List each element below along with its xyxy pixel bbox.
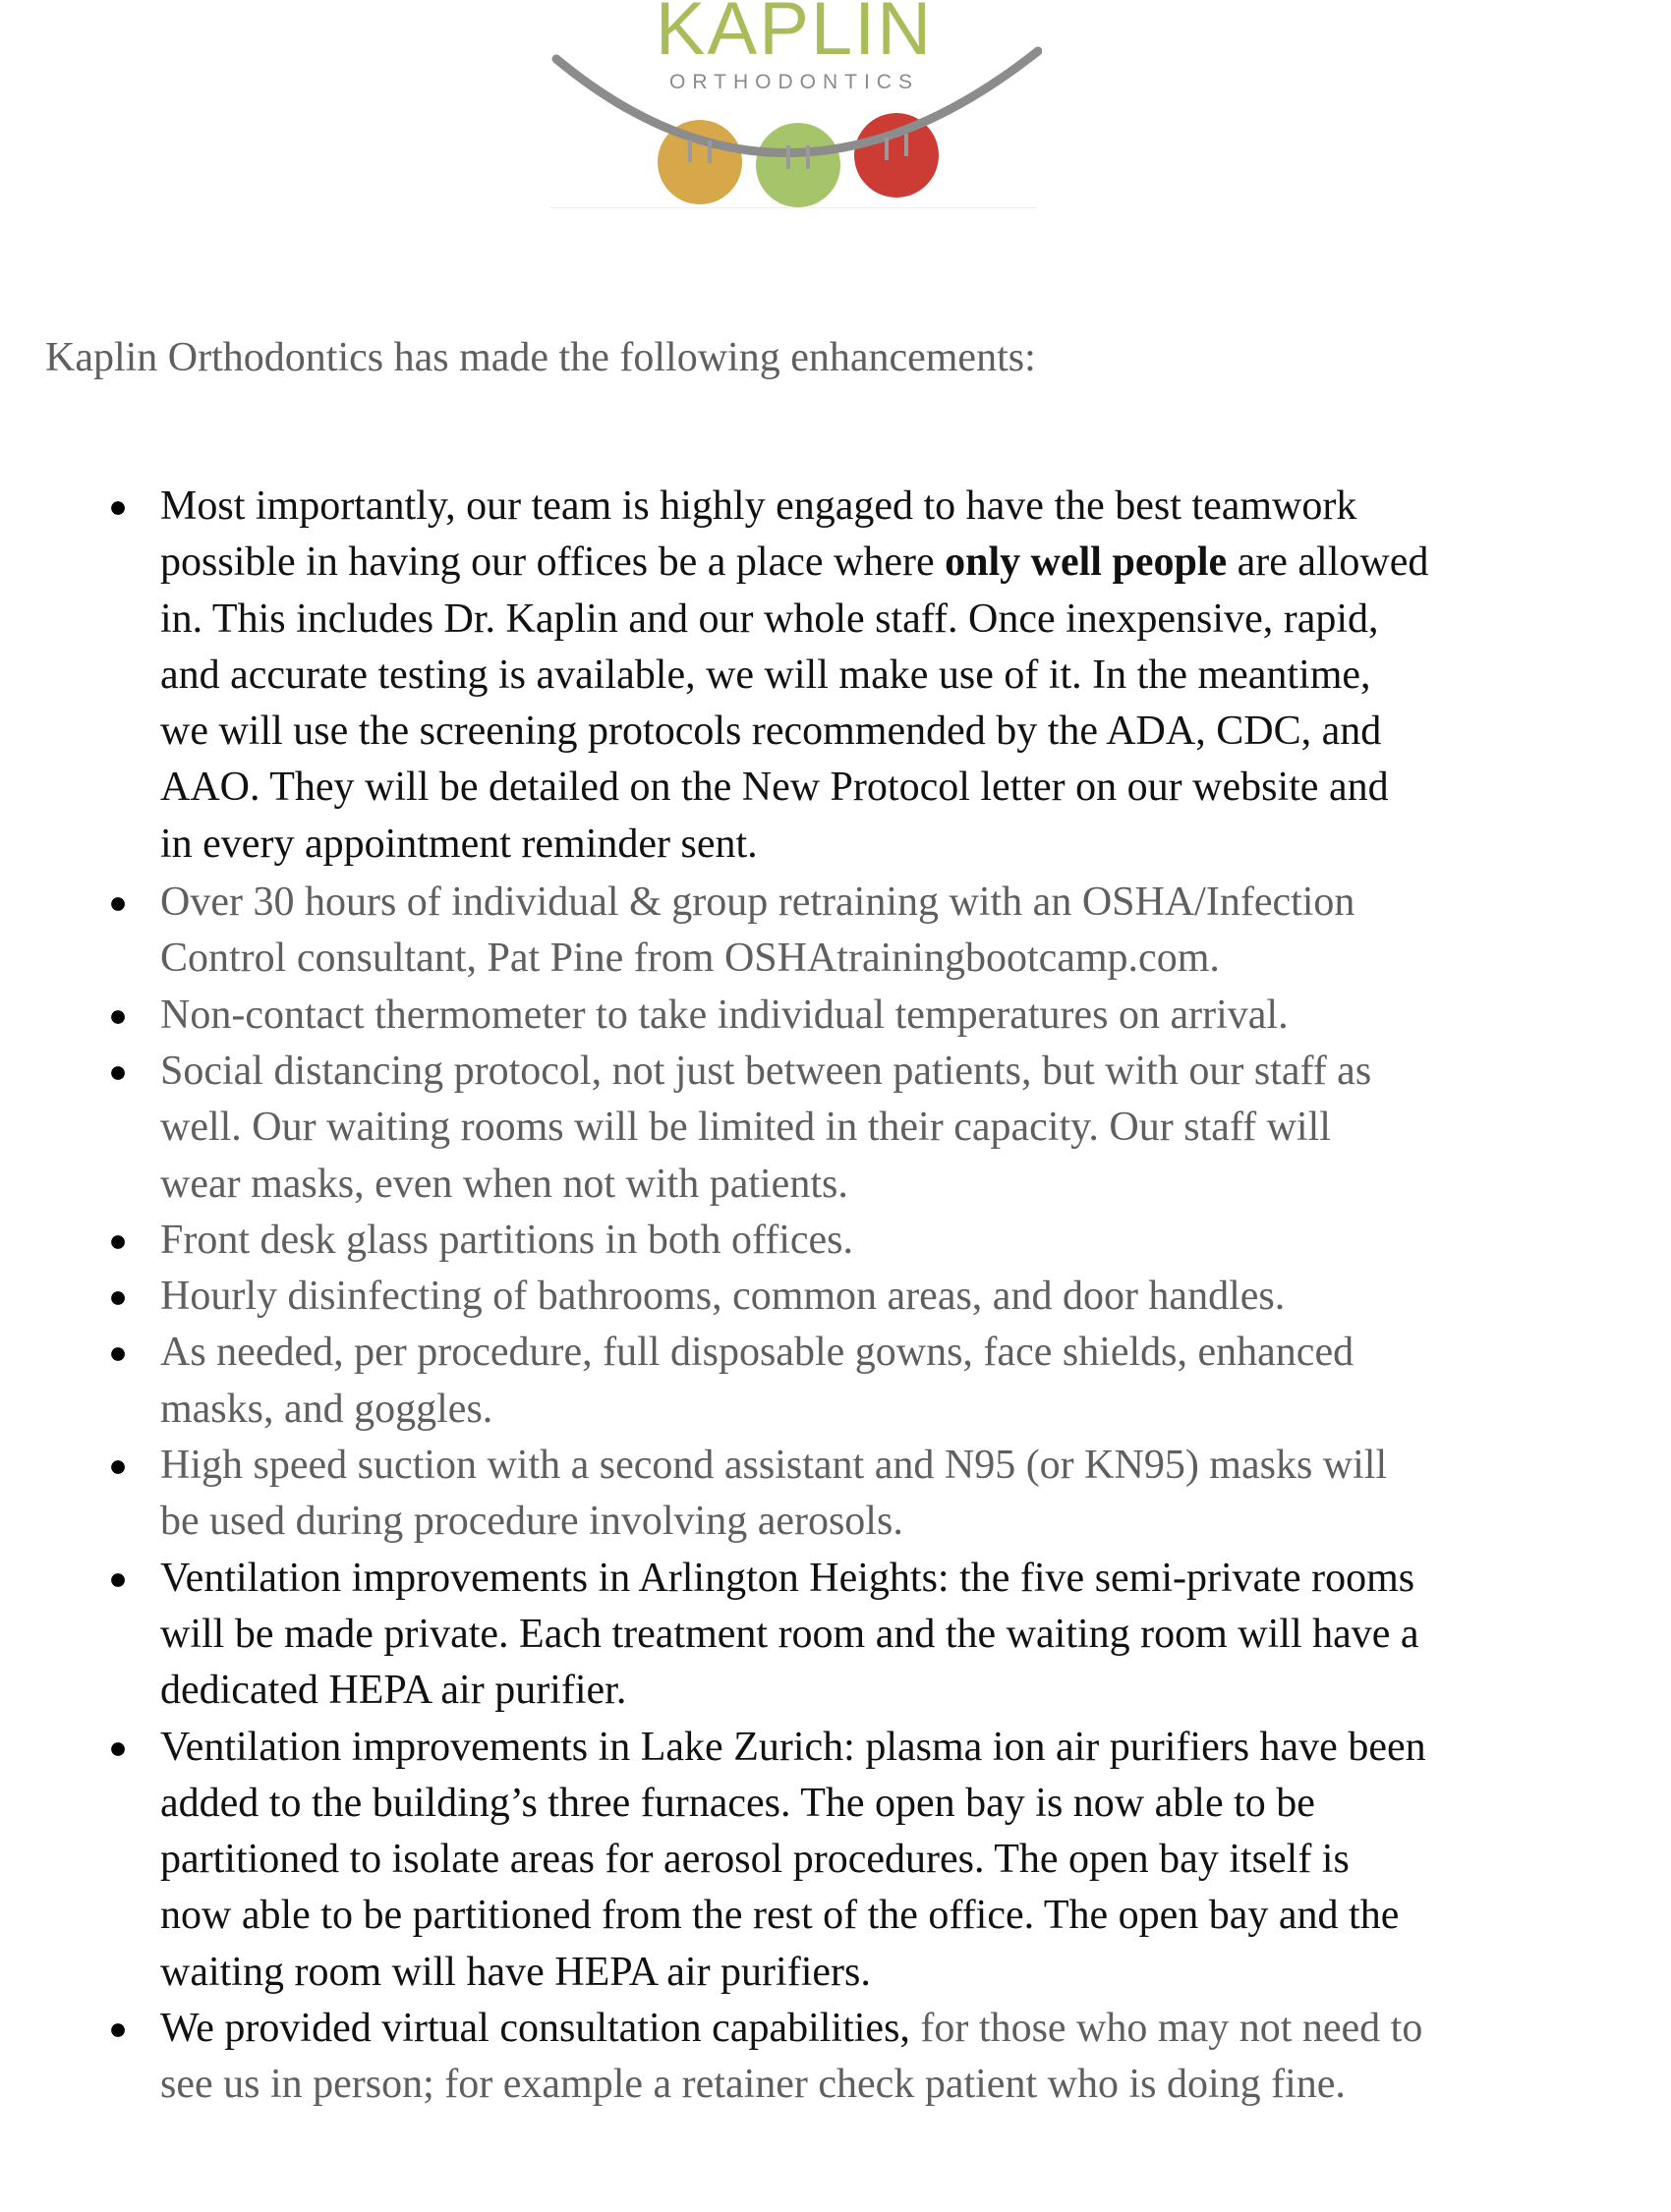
item-line: Control consultant, Pat Pine from OSHAtrainingbootcamp.com. bbox=[160, 936, 1220, 982]
item-line: Over 30 hours of individual & group retraining with an OSHA/Infection bbox=[160, 879, 1355, 926]
list-item bbox=[0, 1044, 1595, 1213]
bullet-icon: ● bbox=[108, 996, 128, 1033]
bullet-icon: ● bbox=[108, 1729, 128, 1765]
item-line: Ventilation improvements in Lake Zurich: plasma ion air purifiers have been bbox=[160, 1724, 1426, 1770]
item-line: Most importantly, our team is highly engaged to have the best teamwork bbox=[160, 483, 1357, 529]
bullet-icon: ● bbox=[108, 488, 128, 524]
item-line: waiting room will have HEPA air purifiers. bbox=[160, 1949, 871, 1995]
item-line: masks, and goggles. bbox=[160, 1386, 493, 1432]
logo-wordmark: KAPLIN bbox=[655, 0, 934, 71]
item-line: Ventilation improvements in Arlington Heights: the five semi-private rooms bbox=[160, 1555, 1415, 1601]
item-line bbox=[160, 535, 1595, 591]
bullet-icon: ● bbox=[108, 1560, 128, 1596]
bullet-icon: ● bbox=[108, 2011, 128, 2047]
item-line: we will use the screening protocols recommended by the ADA, CDC, and bbox=[160, 709, 1382, 755]
logo-subtitle: ORTHODONTICS bbox=[669, 71, 919, 93]
item-line bbox=[160, 2001, 1595, 2057]
list-item bbox=[0, 988, 1595, 1044]
item-text: for those who may not need to bbox=[920, 2006, 1423, 2052]
item-line: dedicated HEPA air purifier. bbox=[160, 1668, 627, 1714]
item-line: AAO. They will be detailed on the New Protocol letter on our website and bbox=[160, 765, 1389, 811]
item-line: partitioned to isolate areas for aerosol procedures. The open bay itself is bbox=[160, 1837, 1350, 1883]
item-line: be used during procedure involving aerosols. bbox=[160, 1499, 903, 1545]
emphasis-text: only well people bbox=[945, 539, 1228, 586]
list-item bbox=[0, 1438, 1595, 1551]
logo-graphic bbox=[550, 0, 1042, 211]
logo-divider bbox=[550, 207, 1037, 208]
list-item bbox=[0, 1325, 1595, 1438]
bullet-icon: ● bbox=[108, 1278, 128, 1315]
item-line: now able to be partitioned from the rest of the office. The open bay and the bbox=[160, 1893, 1400, 1939]
item-text: possible in having our offices be a place where bbox=[160, 539, 946, 586]
bullet-icon: ● bbox=[108, 1334, 128, 1371]
item-line: in every appointment reminder sent. bbox=[160, 821, 758, 867]
list-item bbox=[0, 1551, 1595, 1720]
item-line: see us in person; for example a retainer check patient who is doing fine. bbox=[160, 2062, 1346, 2108]
item-line: High speed suction with a second assistant and N95 (or KN95) masks will bbox=[160, 1443, 1388, 1489]
list-item bbox=[0, 2001, 1595, 2114]
list-item bbox=[0, 875, 1595, 988]
list-item bbox=[0, 1269, 1595, 1325]
bullet-icon: ● bbox=[108, 1221, 128, 1258]
bullet-icon: ● bbox=[108, 884, 128, 921]
item-line: in. This includes Dr. Kaplin and our whole staff. Once inexpensive, rapid, bbox=[160, 596, 1379, 642]
item-line: wear masks, even when not with patients. bbox=[160, 1161, 848, 1207]
intro-text: Kaplin Orthodontics has made the following enhancements: bbox=[45, 335, 1036, 380]
item-line: Hourly disinfecting of bathrooms, common areas, and door handles. bbox=[160, 1274, 1286, 1320]
item-text: We provided virtual consultation capabilities, bbox=[160, 2006, 921, 2052]
list-item bbox=[0, 479, 1595, 873]
item-line: As needed, per procedure, full disposable gowns, face shields, enhanced bbox=[160, 1330, 1354, 1376]
list-item bbox=[0, 1213, 1595, 1269]
enhancements-list bbox=[0, 479, 1671, 2114]
item-line: well. Our waiting rooms will be limited in their capacity. Our staff will bbox=[160, 1105, 1331, 1151]
bullet-icon: ● bbox=[108, 1052, 128, 1089]
item-line: will be made private. Each treatment room and the waiting room will have a bbox=[160, 1611, 1419, 1657]
list-item bbox=[0, 1720, 1595, 2001]
item-line: Front desk glass partitions in both offices. bbox=[160, 1217, 853, 1263]
item-line: added to the building’s three furnaces. The open bay is now able to be bbox=[160, 1780, 1315, 1826]
logo-bracket-green bbox=[756, 123, 840, 207]
bullet-icon: ● bbox=[108, 1447, 128, 1484]
item-text: are allowed bbox=[1227, 539, 1429, 586]
item-line: Non-contact thermometer to take individual temperatures on arrival. bbox=[160, 992, 1289, 1038]
item-line: and accurate testing is available, we will make use of it. In the meantime, bbox=[160, 652, 1371, 698]
kaplin-orthodontics-logo bbox=[550, 0, 1042, 211]
item-line: Social distancing protocol, not just between patients, but with our staff as bbox=[160, 1048, 1372, 1094]
